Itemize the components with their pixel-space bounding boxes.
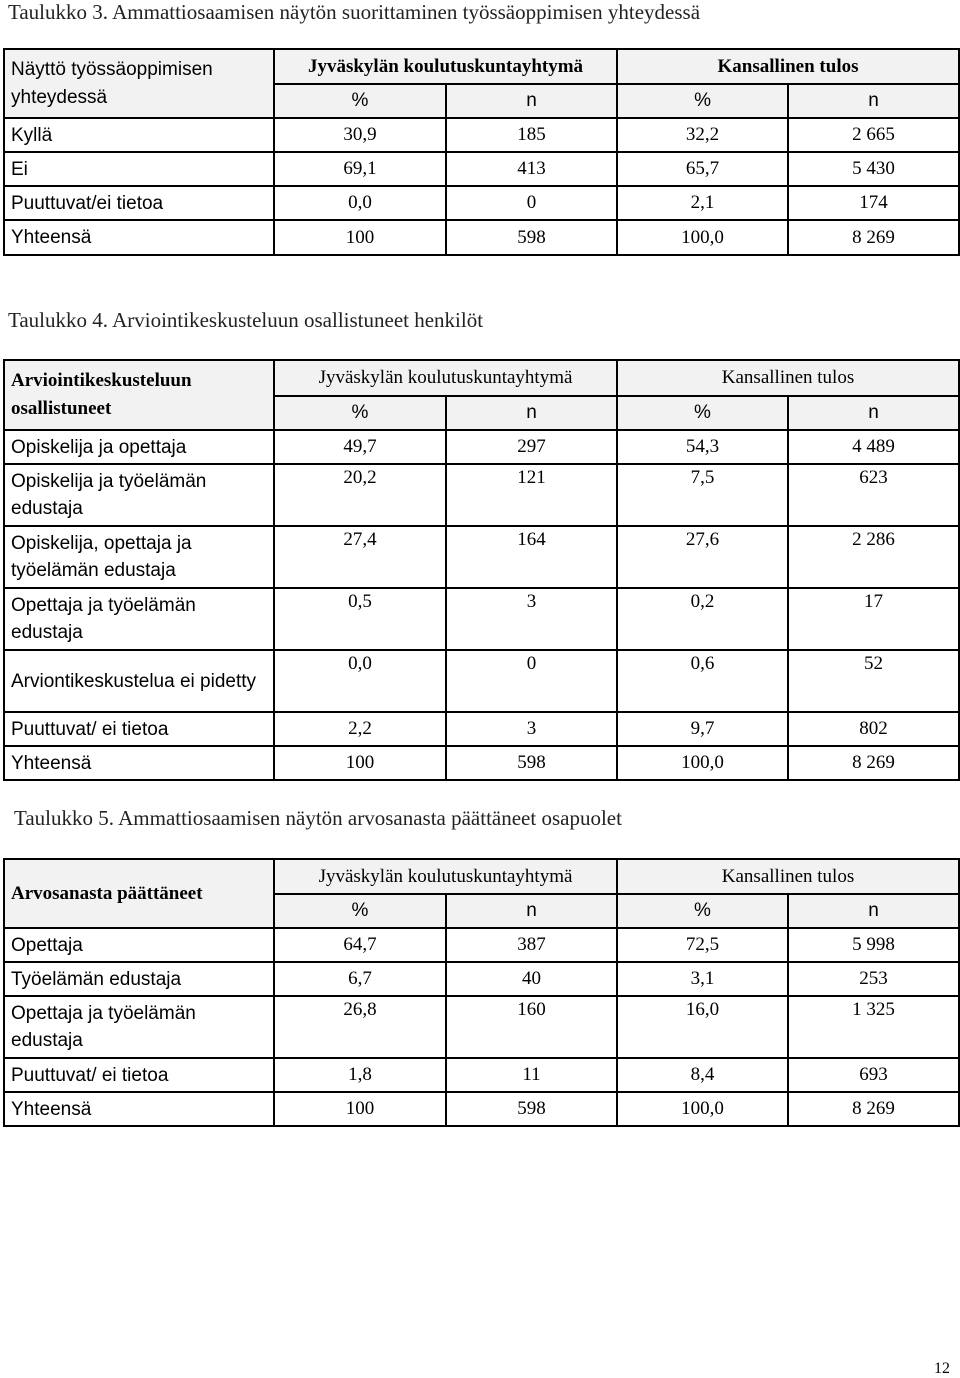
cell-value: 6,7: [274, 962, 446, 996]
cell-value: 413: [446, 152, 617, 186]
cell-value: 160: [446, 996, 617, 1058]
table-row: [4, 650, 959, 712]
cell-value: 2 286: [788, 526, 959, 588]
table5-sub-n: n: [788, 894, 959, 928]
row-label: Työelämän edustaja: [4, 962, 274, 996]
cell-value: 0: [446, 650, 617, 712]
table3: [3, 48, 960, 256]
table-row: [4, 746, 959, 780]
table3-group-jyvaskyla: Jyväskylän koulutuskuntayhtymä: [274, 49, 617, 84]
table4-sub-percent: %: [617, 396, 788, 430]
row-label: Puuttuvat/ ei tietoa: [4, 1058, 274, 1092]
cell-value: 65,7: [617, 152, 788, 186]
cell-value: 297: [446, 430, 617, 464]
row-label: Opettaja ja työelämän edustaja: [4, 996, 274, 1058]
cell-value: 100: [274, 1092, 446, 1126]
table5-corner-header: Arvosanasta päättäneet: [4, 859, 274, 928]
cell-value: 2 665: [788, 118, 959, 152]
table4-group-jyvaskyla: Jyväskylän koulutuskuntayhtymä: [274, 360, 617, 396]
cell-value: 8 269: [788, 1092, 959, 1126]
cell-value: 0,6: [617, 650, 788, 712]
cell-value: 72,5: [617, 928, 788, 962]
table3-sub-n: n: [788, 84, 959, 118]
table-row: [4, 928, 959, 962]
row-label: Yhteensä: [4, 746, 274, 780]
table3-caption: Taulukko 3. Ammattiosaamisen näytön suorittaminen työssäoppimisen yhteydessä: [8, 0, 701, 24]
cell-value: 8 269: [788, 746, 959, 780]
cell-value: 69,1: [274, 152, 446, 186]
table-row: [4, 526, 959, 588]
table5-sub-percent: %: [274, 894, 446, 928]
table-row: [4, 464, 959, 526]
cell-value: 7,5: [617, 464, 788, 526]
cell-value: 174: [788, 186, 959, 220]
cell-value: 1,8: [274, 1058, 446, 1092]
row-label: Puuttuvat/ei tietoa: [4, 186, 274, 220]
table4-sub-n: n: [788, 396, 959, 430]
table3-group-national: Kansallinen tulos: [617, 49, 959, 84]
cell-value: 27,6: [617, 526, 788, 588]
table-row: [4, 962, 959, 996]
cell-value: 0: [446, 186, 617, 220]
cell-value: 3,1: [617, 962, 788, 996]
cell-value: 8,4: [617, 1058, 788, 1092]
cell-value: 49,7: [274, 430, 446, 464]
cell-value: 2,1: [617, 186, 788, 220]
cell-value: 598: [446, 746, 617, 780]
cell-value: 0,5: [274, 588, 446, 650]
table4-sub-percent: %: [274, 396, 446, 430]
table-row: [4, 152, 959, 186]
row-label: Kyllä: [4, 118, 274, 152]
cell-value: 52: [788, 650, 959, 712]
row-label: Arviontikeskustelua ei pidetty: [4, 650, 274, 712]
table-row: [4, 1092, 959, 1126]
cell-value: 26,8: [274, 996, 446, 1058]
cell-value: 100: [274, 746, 446, 780]
cell-value: 20,2: [274, 464, 446, 526]
row-label: Opettaja: [4, 928, 274, 962]
table5-sub-n: n: [446, 894, 617, 928]
table-row: [4, 220, 959, 255]
cell-value: 54,3: [617, 430, 788, 464]
cell-value: 164: [446, 526, 617, 588]
cell-value: 693: [788, 1058, 959, 1092]
row-label: Opiskelija ja työelämän edustaja: [4, 464, 274, 526]
cell-value: 623: [788, 464, 959, 526]
cell-value: 802: [788, 712, 959, 746]
cell-value: 100,0: [617, 1092, 788, 1126]
cell-value: 0,0: [274, 650, 446, 712]
row-label: Opiskelija ja opettaja: [4, 430, 274, 464]
page-number: 12: [934, 1360, 950, 1377]
cell-value: 11: [446, 1058, 617, 1092]
cell-value: 100: [274, 220, 446, 255]
row-label: Puuttuvat/ ei tietoa: [4, 712, 274, 746]
cell-value: 64,7: [274, 928, 446, 962]
table3-sub-percent: %: [274, 84, 446, 118]
cell-value: 32,2: [617, 118, 788, 152]
cell-value: 4 489: [788, 430, 959, 464]
cell-value: 17: [788, 588, 959, 650]
cell-value: 185: [446, 118, 617, 152]
cell-value: 0,0: [274, 186, 446, 220]
cell-value: 16,0: [617, 996, 788, 1058]
table4-caption: Taulukko 4. Arviointikeskusteluun osallistuneet henkilöt: [8, 308, 484, 332]
cell-value: 2,2: [274, 712, 446, 746]
table3-corner-header: Näyttö työssäoppimisen yhteydessä: [4, 49, 274, 118]
cell-value: 387: [446, 928, 617, 962]
table5-group-jyvaskyla: Jyväskylän koulutuskuntayhtymä: [274, 859, 617, 894]
table5-sub-percent: %: [617, 894, 788, 928]
cell-value: 30,9: [274, 118, 446, 152]
row-label: Yhteensä: [4, 1092, 274, 1126]
cell-value: 27,4: [274, 526, 446, 588]
table3-sub-percent: %: [617, 84, 788, 118]
cell-value: 121: [446, 464, 617, 526]
table5-group-national: Kansallinen tulos: [617, 859, 959, 894]
cell-value: 598: [446, 1092, 617, 1126]
table-row: [4, 712, 959, 746]
cell-value: 8 269: [788, 220, 959, 255]
row-label: Opettaja ja työelämän edustaja: [4, 588, 274, 650]
cell-value: 598: [446, 220, 617, 255]
row-label: Ei: [4, 152, 274, 186]
table-row: [4, 118, 959, 152]
table5-caption: Taulukko 5. Ammattiosaamisen näytön arvosanasta päättäneet osapuolet: [14, 806, 622, 830]
table-row: [4, 588, 959, 650]
table4-group-national: Kansallinen tulos: [617, 360, 959, 396]
table-row: [4, 1058, 959, 1092]
table-row: [4, 186, 959, 220]
table5: [3, 858, 960, 1127]
table4: [3, 359, 960, 781]
table3-sub-n: n: [446, 84, 617, 118]
cell-value: 40: [446, 962, 617, 996]
cell-value: 0,2: [617, 588, 788, 650]
cell-value: 253: [788, 962, 959, 996]
cell-value: 100,0: [617, 220, 788, 255]
cell-value: 5 430: [788, 152, 959, 186]
cell-value: 100,0: [617, 746, 788, 780]
table-row: [4, 430, 959, 464]
cell-value: 3: [446, 588, 617, 650]
cell-value: 1 325: [788, 996, 959, 1058]
cell-value: 9,7: [617, 712, 788, 746]
table4-sub-n: n: [446, 396, 617, 430]
table-row: [4, 996, 959, 1058]
row-label: Yhteensä: [4, 220, 274, 255]
cell-value: 3: [446, 712, 617, 746]
row-label: Opiskelija, opettaja ja työelämän edustaja: [4, 526, 274, 588]
cell-value: 5 998: [788, 928, 959, 962]
table4-corner-header: Arviointikeskusteluun osallistuneet: [4, 360, 274, 430]
